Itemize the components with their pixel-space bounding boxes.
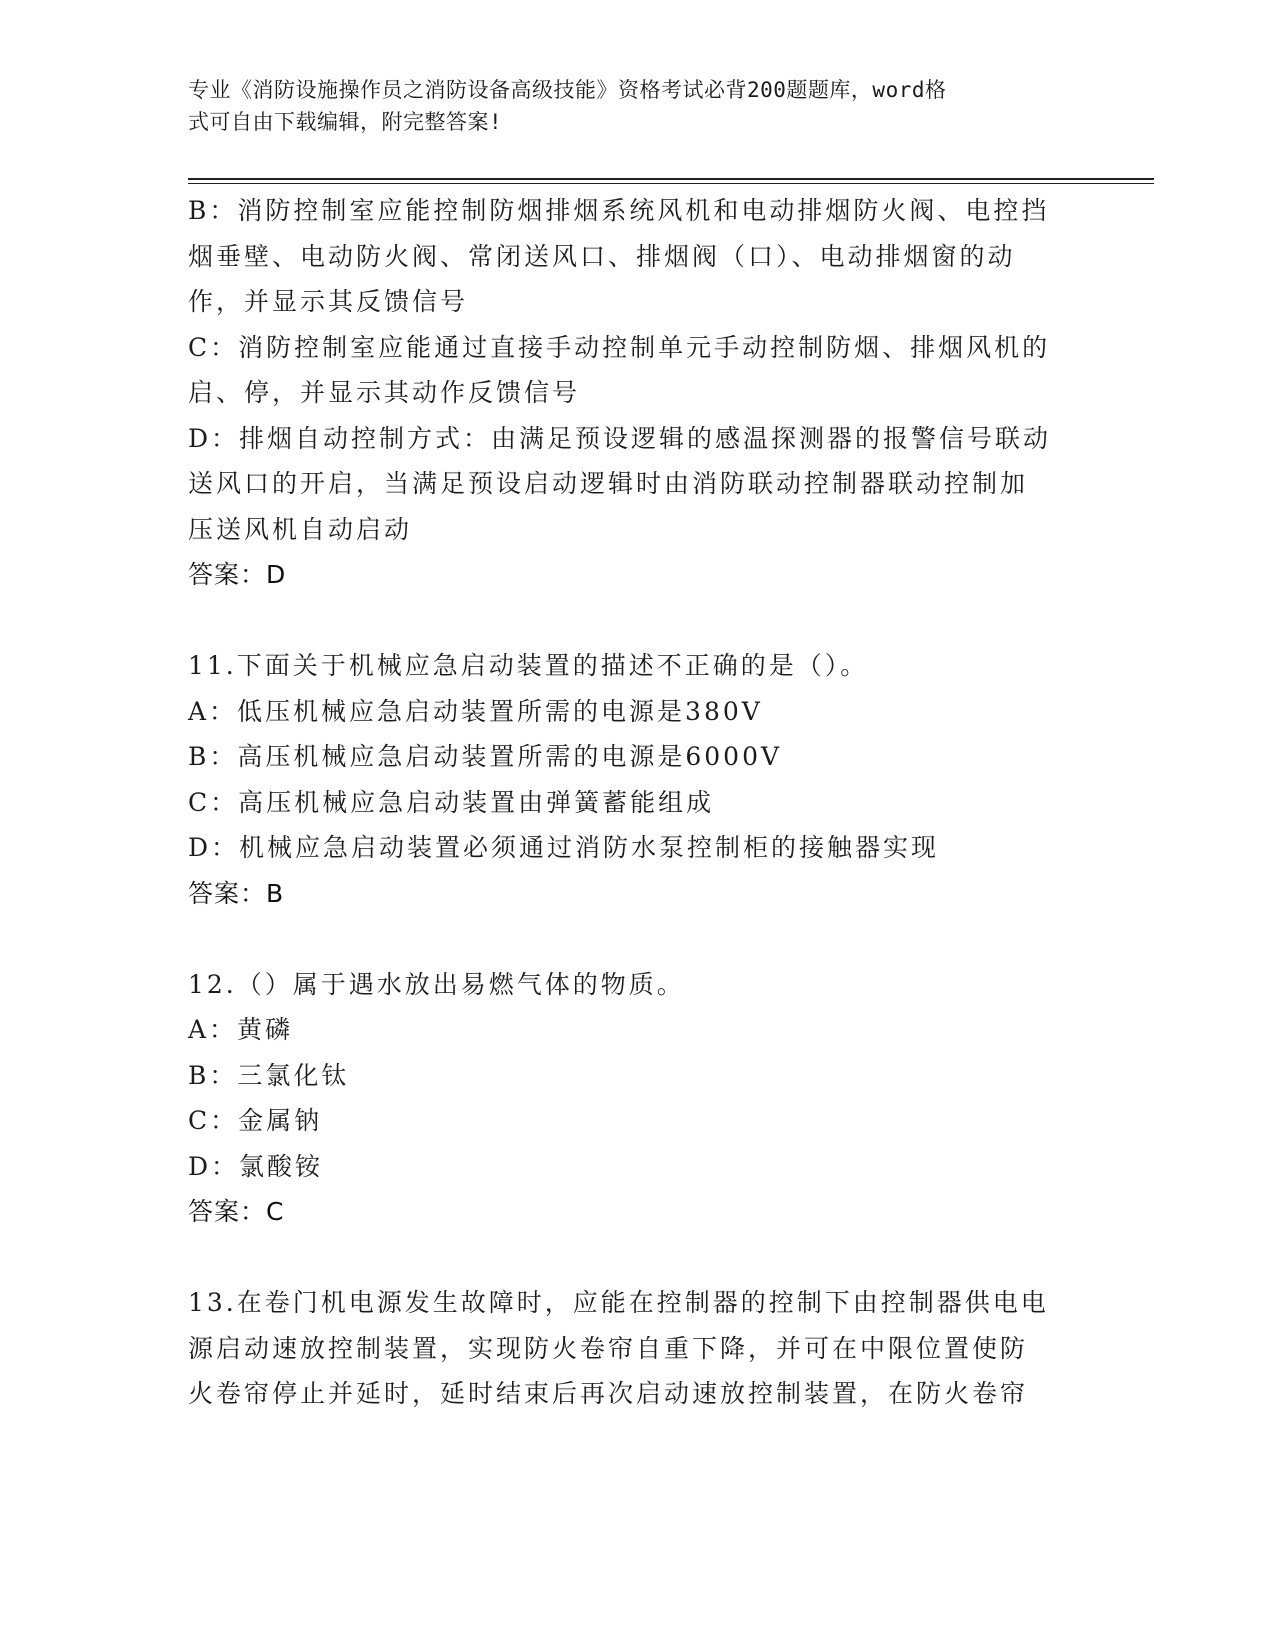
q10-option-d-line-1: D：排烟自动控制方式：由满足预设逻辑的感温探测器的报警信号联动: [188, 423, 1052, 453]
q10-option-b-line-2: 烟垂壁、电动防火阀、常闭送风口、排烟阀（口）、电动排烟窗的动: [188, 241, 1016, 271]
q13-stem-line-1: 13.在卷门机电源发生故障时，应能在控制器的控制下由控制器供电电: [188, 1288, 1049, 1317]
question-12: [188, 962, 1088, 1235]
q12-option-b: B：三氯化钛: [188, 1060, 350, 1090]
q10-answer: 答案：D: [188, 560, 287, 589]
q10-option-d-line-3: 压送风机自动启动: [188, 514, 413, 544]
q10-option-c-line-2: 启、停，并显示其动作反馈信号: [188, 378, 581, 407]
q12-answer: 答案：C: [188, 1197, 285, 1226]
q13-stem-line-3: 火卷帘停止并延时，延时结束后再次启动速放控制装置，在防火卷帘: [188, 1379, 1029, 1408]
spacer: [188, 1235, 1088, 1281]
spacer: [188, 598, 1088, 644]
q12-option-d: D：氯酸铵: [188, 1151, 324, 1181]
question-content: [188, 188, 1088, 1417]
q11-answer: 答案：B: [188, 878, 285, 908]
q11-option-d: D：机械应急启动装置必须通过消防水泵控制柜的接触器实现: [188, 833, 940, 862]
q13-stem-line-2: 源启动速放控制装置，实现防火卷帘自重下降，并可在中限位置使防: [188, 1333, 1029, 1363]
q10-option-d-line-2: 送风口的开启，当满足预设启动逻辑时由消防联动控制器联动控制加: [188, 469, 1029, 498]
header-line-1: 专业《消防设施操作员之消防设备高级技能》资格考试必背200题题库，word格: [188, 78, 947, 102]
q10-option-c-line-1: C：消防控制室应能通过直接手动控制单元手动控制防烟、排烟风机的: [188, 332, 1051, 362]
q10-option-b-line-3: 作，并显示其反馈信号: [188, 287, 469, 316]
question-10-continued: [188, 188, 1088, 598]
q12-stem: 12.（）属于遇水放出易燃气体的物质。: [188, 969, 685, 999]
q11-option-b: B：高压机械应急启动装置所需的电源是6000V: [188, 742, 783, 771]
q12-option-c: C：金属钠: [188, 1106, 323, 1135]
spacer: [188, 916, 1088, 962]
header-divider: [188, 178, 1154, 184]
question-13: [188, 1280, 1088, 1417]
q11-option-a: A：低压机械应急启动装置所需的电源是380V: [188, 696, 763, 726]
page-header: [188, 74, 1068, 138]
header-line-2: 式可自由下载编辑，附完整答案!: [188, 110, 503, 134]
q11-option-c: C：高压机械应急启动装置由弹簧蓄能组成: [188, 787, 715, 817]
q12-option-a: A：黄磷: [188, 1015, 294, 1044]
q10-option-b-line-1: B：消防控制室应能控制防烟排烟系统风机和电动排烟防火阀、电控挡: [188, 196, 1050, 225]
question-11: [188, 643, 1088, 916]
q11-stem: 11.下面关于机械应急启动装置的描述不正确的是（）。: [188, 651, 869, 680]
